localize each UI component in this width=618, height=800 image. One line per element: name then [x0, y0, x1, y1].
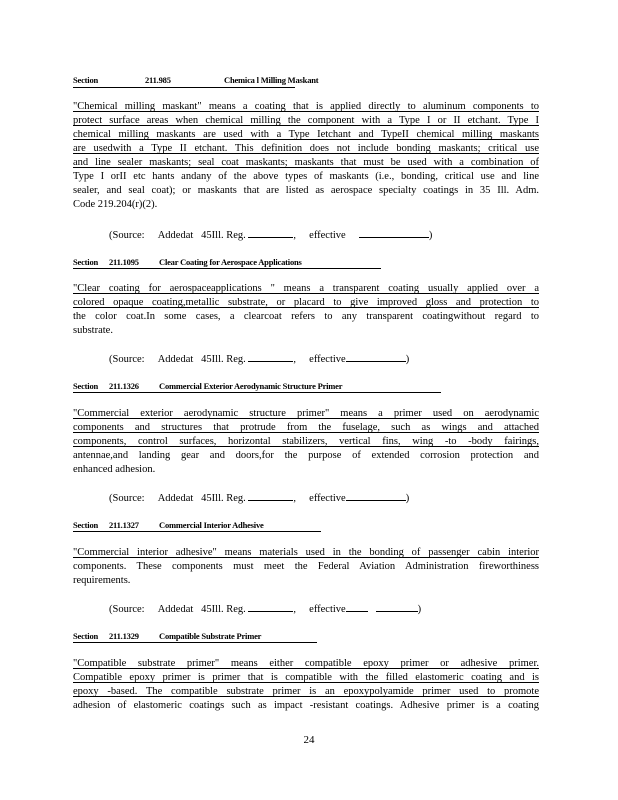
source-note: (Source: Addedat 45Ill. Reg. , effective ): [109, 493, 410, 504]
paragraph-line: chemical milling maskants are used with a Type Ietchant and TypeII chemical milling maskants: [73, 129, 539, 140]
section-label: Section: [73, 75, 99, 85]
paragraph-line: enhanced adhesion.: [73, 464, 156, 475]
blank-field: [248, 352, 293, 362]
paragraph-line: Code 219.204(r)(2).: [73, 199, 158, 210]
section-heading: Section 211.1327 Commercial Interior Adhesive: [73, 520, 264, 530]
paragraph-line: colored opaque coating,metallic substrate, or placard to give improved gloss and protection to: [73, 297, 539, 308]
paragraph-line: adhesion of elastomeric coatings such as impact -resistant coatings. Adhesive primer is a coating: [73, 700, 539, 711]
blank-field: [346, 491, 406, 501]
paragraph-line: Type I orII etc hants andany of the above types of maskants (i.e., bonding, critical use and line: [73, 171, 539, 182]
paragraph-line: "Commercial exterior aerodynamic structure primer" means a primer used on aerodynamic: [73, 408, 539, 419]
paragraph-line: and line sealer maskants; seal coat maskants; maskants that must be used with a combination of: [73, 157, 539, 168]
section-title: Chemica l Milling Maskant: [224, 75, 319, 85]
source-note: (Source: Addedat 45Ill. Reg. , effective ): [109, 230, 433, 241]
blank-field: [359, 228, 429, 238]
section-heading: [73, 75, 318, 85]
blank-field: [248, 491, 293, 501]
blank-field: [248, 602, 293, 612]
heading-rule: [73, 392, 441, 393]
section-number: 211.985: [145, 75, 171, 85]
paragraph-line: are usedwith a Type II etchant. This definition does not include bonding maskants; critical use: [73, 143, 539, 154]
paragraph-line: protect surface areas when chemical milling the component with a Type I or II etchant. Type I: [73, 115, 539, 126]
paragraph-line: epoxy -based. The compatible substrate primer is an epoxypolyamide primer used to promote: [73, 686, 539, 697]
blank-field: [376, 602, 418, 612]
paragraph-line: components, control surfaces, horizontal stabilizers, vertical fins, wing -to -body fairings,: [73, 436, 539, 447]
paragraph-line: components and structures that protrude from the fuselage, such as wings and attached: [73, 422, 539, 433]
paragraph-line: Compatible epoxy primer is primer that is compatible with the filled elastomeric coating and is: [73, 672, 539, 683]
paragraph-line: antennae,and landing gear and doors,for the purpose of extended corrosion protection and: [73, 450, 539, 461]
paragraph-line: "Compatible substrate primer" means either compatible epoxy primer or adhesive primer.: [73, 658, 539, 669]
paragraph-line: "Clear coating for aerospaceapplications " means a transparent coating usually applied over a: [73, 283, 539, 294]
heading-rule: [73, 87, 295, 88]
source-note: (Source: Addedat 45Ill. Reg. , effective ): [109, 604, 422, 615]
heading-rule: [73, 531, 321, 532]
blank-field: [346, 352, 406, 362]
blank-field: [248, 228, 293, 238]
heading-rule: [73, 642, 317, 643]
blank-field: [346, 602, 368, 612]
paragraph-line: requirements.: [73, 575, 131, 586]
paragraph-line: substrate.: [73, 325, 113, 336]
paragraph-line: "Chemical milling maskant" means a coating that is applied directly to aluminum components to: [73, 101, 539, 112]
page-number: 24: [303, 734, 315, 746]
paragraph-line: components. These components must meet the Federal Aviation Administration fireworthiness: [73, 561, 539, 572]
section-heading: Section 211.1326 Commercial Exterior Aerodynamic Structure Primer: [73, 381, 343, 391]
heading-rule: [73, 268, 381, 269]
section-heading: Section 211.1329 Compatible Substrate Primer: [73, 631, 262, 641]
source-note: (Source: Addedat 45Ill. Reg. , effective ): [109, 354, 410, 365]
section-heading: Section 211.1095 Clear Coating for Aerospace Applications: [73, 257, 302, 267]
paragraph-line: sealer, and seal coat); or maskants that are listed as aerospace specialty coatings in 35 Ill. Adm.: [73, 185, 539, 196]
paragraph-line: the color coat.In some cases, a clearcoat refers to any transparent coatingwithout regard to: [73, 311, 539, 322]
paragraph-line: "Commercial interior adhesive" means materials used in the bonding of passenger cabin interior: [73, 547, 539, 558]
